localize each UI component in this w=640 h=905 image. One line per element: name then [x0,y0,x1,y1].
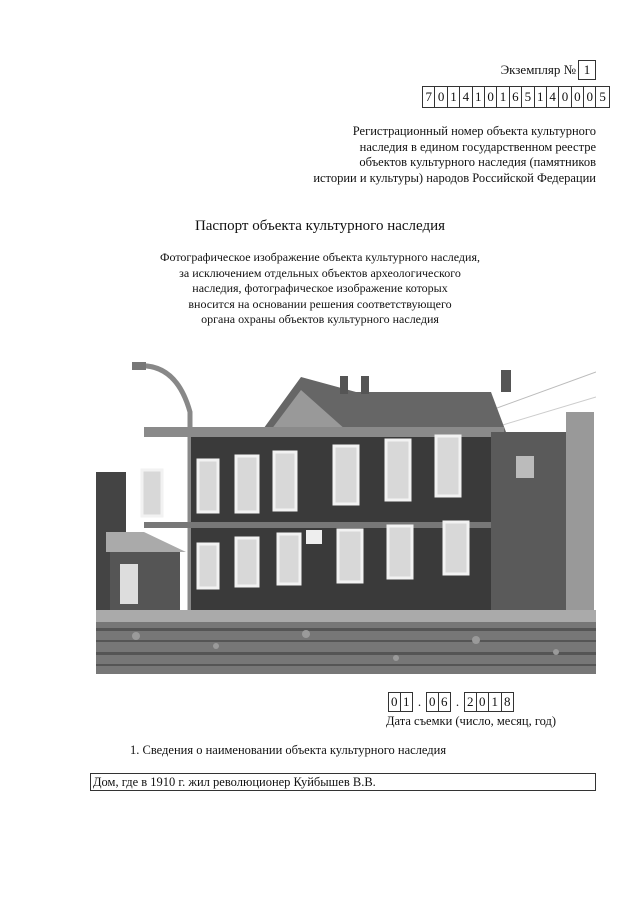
date-digit: 8 [502,692,515,712]
caption-line: объектов культурного наследия (памятников [359,155,596,169]
reg-digit: 1 [473,87,485,107]
building-photo [96,352,596,674]
reg-digit: 4 [460,87,472,107]
reg-digit: 0 [572,87,584,107]
reg-digit: 1 [535,87,547,107]
date-digit: 0 [388,692,401,712]
reg-digit: 1 [497,87,509,107]
reg-digit: 7 [423,87,435,107]
description-line: органа охраны объектов культурного наследия [201,312,439,326]
description-line: за исключением отдельных объектов археологического [179,265,461,280]
description-line: наследия, фотографическое изображение которых [192,281,448,295]
reg-digit: 0 [485,87,497,107]
reg-digit: 6 [510,87,522,107]
reg-digit: 4 [547,87,559,107]
description-line: вносится на основании решения соответствующего [188,296,452,311]
page-title: Паспорт объекта культурного наследия [194,218,446,234]
reg-digit: 0 [584,87,596,107]
copy-number-box: 1 [578,60,596,80]
date-separator: . [417,694,422,709]
date-digit: 0 [477,692,490,712]
section-heading: 1. Сведения о наименовании объекта культурного наследия [130,743,447,757]
date-month [426,692,451,712]
date-separator: . [455,694,460,709]
caption-line: истории и культуры) народов Российской Федерации [313,170,596,185]
caption-line: наследия в едином государственном реестре [359,139,596,154]
caption-line: Регистрационный номер объекта культурного [352,124,596,138]
reg-digit: 5 [599,89,606,104]
date-digit: 1 [489,692,502,712]
registration-number [422,86,610,108]
registration-caption [236,124,596,186]
reg-digit: 0 [559,87,571,107]
shoot-date [388,692,514,712]
copy-label: Экземпляр № [500,62,576,77]
object-name-field: Дом, где в 1910 г. жил революционер Куйбышев В.В. [90,773,596,791]
photo-description [120,250,520,328]
date-digit: 2 [464,692,477,712]
date-year [464,692,514,712]
date-digit: 0 [426,692,439,712]
reg-digit: 0 [435,87,447,107]
reg-digit: 1 [448,87,460,107]
date-day [388,692,413,712]
date-digit: 1 [401,692,414,712]
reg-digit: 5 [522,87,534,107]
description-line: Фотографическое изображение объекта культурного наследия, [160,250,480,264]
date-digit: 6 [439,692,452,712]
date-caption: Дата съемки (число, месяц, год) [386,714,557,728]
